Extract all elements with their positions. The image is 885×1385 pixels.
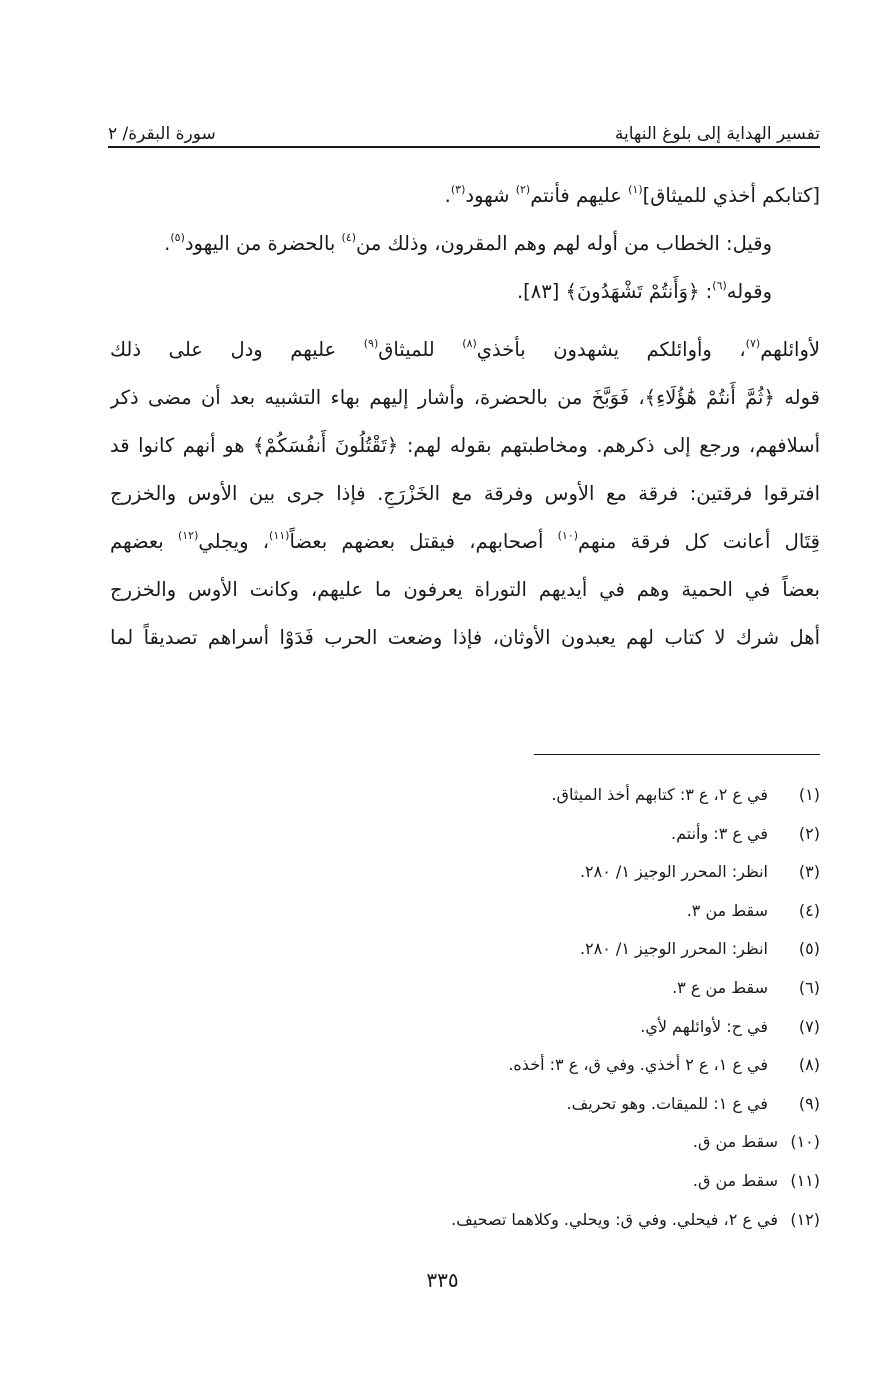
text-line-5: قوله ﴿ثُمَّ أَنتُمْ هَٰؤُلَاءِ﴾، فَوَبَّخَ من بالحضرة، وأشار إليهم بهاء التشبيه بعد أن مضى ذكر <box>110 386 820 409</box>
header-rule <box>108 146 820 148</box>
footnote-3 <box>300 853 820 892</box>
footnotes <box>300 776 820 1239</box>
main-text <box>110 172 820 662</box>
footnote-text: سقط من ق. <box>692 1170 778 1190</box>
text-run: وقوله <box>726 280 772 303</box>
text-run: عليهم فأنتم <box>530 184 629 207</box>
text-line-4 <box>110 326 820 374</box>
book-title: تفسير الهداية إلى بلوغ النهاية <box>614 124 820 144</box>
text-line-2 <box>110 220 820 268</box>
text-run: بعضهم <box>110 530 178 553</box>
footnote-ref[interactable]: (٧) <box>745 337 761 350</box>
text-line-1 <box>110 172 820 220</box>
footnote-text: انظر: المحرر الوجيز ١/ ٢٨٠. <box>579 862 768 882</box>
footnote-number: (١٠) <box>790 1132 820 1152</box>
text-line-8 <box>110 518 820 566</box>
text-run: بالحضرة من اليهود <box>184 232 342 255</box>
footnote-number: (١١) <box>790 1170 820 1190</box>
footnote-1 <box>300 776 820 815</box>
text-line-3 <box>110 268 820 316</box>
text-run: قِتَال أعانت كل فرقة منهم <box>578 530 820 553</box>
text-line-6: أسلافهم، ورجع إلى ذكرهم. ومخاطبتهم بقوله لهم: ﴿تَقْتُلُونَ أَنفُسَكُمْ﴾ هو أنهم كانوا قد <box>110 434 820 457</box>
footnote-ref[interactable]: (١١) <box>269 529 290 542</box>
text-run: . <box>164 232 171 255</box>
footnote-ref[interactable]: (٥) <box>170 231 185 244</box>
text-run: شهود <box>465 184 516 207</box>
footnote-text: سقط من ق. <box>692 1132 778 1152</box>
text-run: ، ويجلي <box>198 530 270 553</box>
footnote-ref[interactable]: (٩) <box>363 337 379 350</box>
footnote-6 <box>300 969 820 1008</box>
text-run: ، وأوائلكم يشهدون بأخذي <box>476 338 746 361</box>
surah-label: سورة البقرة/ ٢ <box>108 124 216 144</box>
footnote-ref[interactable]: (٤) <box>341 231 357 244</box>
text-run: للميثاق <box>378 338 463 361</box>
footnote-text: في ح: لأوائلهم لأي. <box>640 1016 768 1036</box>
footnote-text: سقط من ع ٣. <box>672 977 768 997</box>
footnote-ref[interactable]: (٣) <box>450 183 466 196</box>
footnote-text: في ع ١: للميقات. وهو تحريف. <box>566 1093 768 1113</box>
text-run: [كتابكم أخذي للميثاق] <box>642 184 820 207</box>
text-run: وقيل: الخطاب من أوله لهم وهم المقرون، وذلك من <box>356 232 772 255</box>
footnote-number: (٢) <box>798 823 820 843</box>
footnote-11 <box>300 1162 820 1201</box>
footnote-text: في ع ٢، ع ٣: كتابهم أخذ الميثاق. <box>551 785 768 804</box>
footnote-number: (٨) <box>798 1055 820 1075</box>
footnote-ref[interactable]: (١٢) <box>177 529 199 542</box>
footnote-number: (٤) <box>798 900 820 920</box>
text-line-7: افترقوا فرقتين: فرقة مع الأوس وفرقة مع الخَزْرَجِ. فإذا جرى بين الأوس والخزرج <box>110 482 820 505</box>
text-run: : ﴿وَأَنتُمْ تَشْهَدُونَ﴾ [٨٣]. <box>516 280 713 303</box>
footnote-number: (٣) <box>798 862 820 882</box>
footnote-number: (٦) <box>798 977 820 997</box>
footnote-ref[interactable]: (٦) <box>712 279 727 292</box>
footnote-ref[interactable]: (١) <box>628 183 643 196</box>
footnote-number: (١٢) <box>790 1209 820 1229</box>
footnote-8 <box>300 1046 820 1085</box>
text-run: عليهم ودل على ذلك <box>110 338 364 361</box>
text-line-10: أهل شرك لا كتاب لهم يعبدون الأوثان، فإذا وضعت الحرب فَدَوْا أسراهم تصديقاً لما <box>110 626 820 649</box>
footnote-text: في ع ٣: وأنتم. <box>671 823 768 843</box>
footnote-4 <box>300 892 820 931</box>
footnote-number: (٩) <box>798 1093 820 1113</box>
text-run: . <box>444 184 451 207</box>
text-run: أصحابهم، فيقتل بعضهم بعضاً <box>289 530 558 553</box>
footnote-rule <box>534 754 820 755</box>
footnote-ref[interactable]: (٨) <box>462 337 477 350</box>
footnote-text: في ع ٢، فيحلي. وفي ق: ويحلي. وكلاهما تصحيف. <box>451 1209 778 1229</box>
footnote-12 <box>300 1201 820 1240</box>
footnote-text: سقط من ٣. <box>686 900 768 920</box>
footnote-number: (٧) <box>798 1016 820 1036</box>
footnote-text: انظر: المحرر الوجيز ١/ ٢٨٠. <box>579 939 768 959</box>
text-line-9: بعضاً في الحمية وهم في أيديهم التوراة يعرفون ما عليهم، وكانت الأوس والخزرج <box>110 578 820 601</box>
text-run: لأوائلهم <box>760 338 820 361</box>
footnote-7 <box>300 1008 820 1047</box>
footnote-number: (٥) <box>798 939 820 959</box>
footnote-number: (١) <box>798 785 820 804</box>
footnote-9 <box>300 1085 820 1124</box>
footnote-ref[interactable]: (١٠) <box>557 529 579 542</box>
footnote-ref[interactable]: (٢) <box>515 183 531 196</box>
running-header <box>108 104 820 144</box>
footnote-10 <box>300 1123 820 1162</box>
footnote-text: في ع ١، ع ٢ أخذي. وفي ق، ع ٣: أخذه. <box>508 1055 768 1075</box>
footnote-2 <box>300 815 820 854</box>
page-number: ٣٣٥ <box>426 1268 459 1292</box>
footnote-5 <box>300 930 820 969</box>
